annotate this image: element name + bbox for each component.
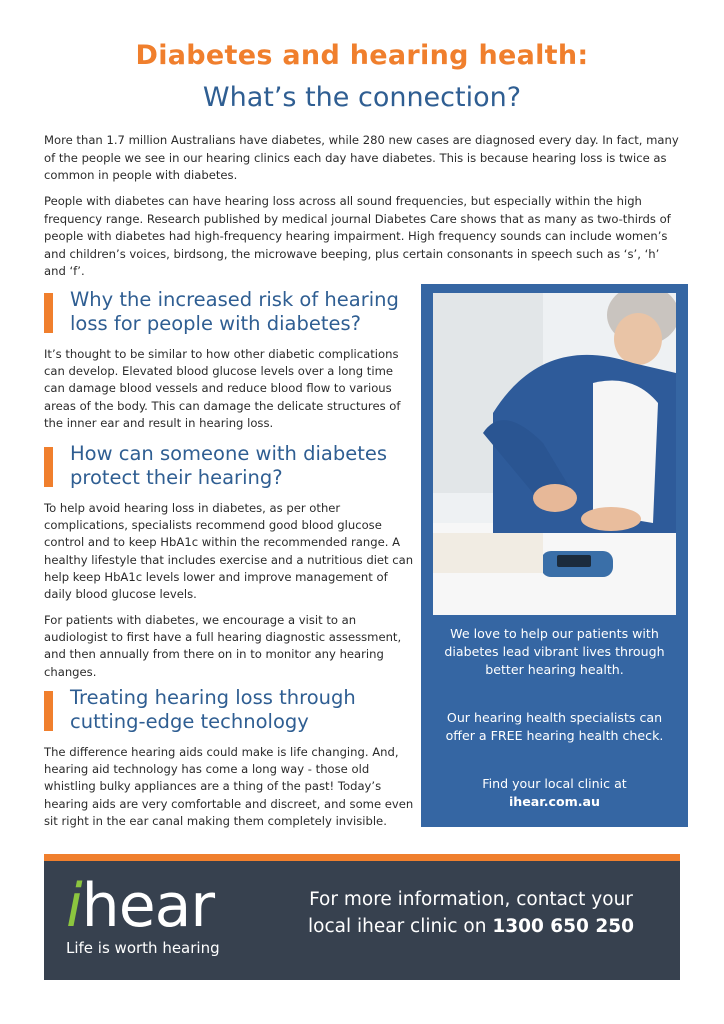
section-heading-protect bbox=[44, 442, 416, 490]
heading-accent-bar bbox=[44, 293, 53, 333]
heading-line-1: How can someone with diabetes bbox=[70, 442, 388, 465]
heading-line-1: Why the increased risk of hearing bbox=[70, 288, 399, 311]
logo-hear: hear bbox=[81, 871, 215, 941]
contact-line-1: For more information, contact your bbox=[309, 889, 633, 910]
section-body-treating: The difference hearing aids could make is life changing. And, hearing aid technology has come a long way - those old whistling bulky appliances are a thing of the past! Today’s hearing aids are very comfortable and discreet, and some even sit right in the ear canal making them completely invisible. bbox=[44, 745, 414, 828]
section-body-protect-2: For patients with diabetes, we encourage a visit to an audiologist to first have a full hearing diagnostic assessment, and then annually from there on in to monitor any hearing changes. bbox=[44, 613, 402, 679]
page-subtitle: What’s the connection? bbox=[202, 82, 522, 113]
logo-i: i bbox=[66, 871, 82, 941]
intro-paragraph-1: More than 1.7 million Australians have diabetes, while 280 new cases are diagnosed every day. In fact, many of the people we see in our hearing clinics each day have diabetes. This is because hearing loss is twice as common in people with diabetes. bbox=[44, 133, 679, 182]
page-title: Diabetes and hearing health: bbox=[135, 40, 589, 71]
heading-line-2: protect their hearing? bbox=[70, 466, 283, 489]
heading-line-1: Treating hearing loss through bbox=[70, 686, 356, 709]
phone-number[interactable]: 1300 650 250 bbox=[492, 916, 634, 937]
sidebar-clinic-finder bbox=[433, 775, 676, 811]
heading-text bbox=[70, 442, 387, 490]
sidebar-message-1: We love to help our patients with diabetes lead vibrant lives through better hearing health. bbox=[444, 626, 665, 677]
heading-accent-bar bbox=[44, 691, 53, 731]
heading-accent-bar bbox=[44, 447, 53, 487]
section-heading-risk bbox=[44, 288, 416, 336]
woman-testing-blood-glucose-photo bbox=[433, 293, 676, 615]
logo-wordmark bbox=[66, 871, 214, 941]
footer-banner bbox=[44, 861, 680, 980]
clinic-finder-text: Find your local clinic at bbox=[482, 776, 627, 791]
contact-info bbox=[276, 886, 666, 940]
heading-line-2: loss for people with diabetes? bbox=[70, 312, 362, 335]
heading-text bbox=[70, 288, 399, 336]
logo-tagline: Life is worth hearing bbox=[66, 939, 220, 957]
contact-line-2: local ihear clinic on bbox=[308, 916, 487, 937]
heading-text bbox=[70, 686, 356, 734]
ihear-logo bbox=[66, 871, 256, 971]
photo-illustration bbox=[433, 293, 676, 615]
intro-paragraph-2: People with diabetes can have hearing loss across all sound frequencies, but especially within the high frequency range. Research published by medical journal Diabetes Care shows that as many as two-thirds of people with diabetes had high-frequency hearing impairment. High frequency sounds can include women’s and children’s voices, birdsong, the microwave beeping, plus certain consonants in speech such as ‘s’, ‘h’ and ‘f’. bbox=[44, 194, 671, 278]
section-heading-treating bbox=[44, 686, 416, 734]
section-body-risk: It’s thought to be similar to how other diabetic complications can develop. Elevated blood glucose levels over a long time can damage blood vessels and reduce blood flow to various areas of the body. This can damage the delicate structures of the inner ear and result in hearing loss. bbox=[44, 347, 401, 430]
section-body-protect-1: To help avoid hearing loss in diabetes, as per other complications, specialists recommend good blood glucose control and to keep HbA1c within the recommended range. A healthy lifestyle that includes exercise and a nutritious diet can help keep HbA1c levels lower and improve management of daily blood glucose levels. bbox=[44, 501, 414, 602]
footer-accent-line bbox=[44, 854, 680, 861]
sidebar-message-2: Our hearing health specialists can offer a FREE hearing health check. bbox=[445, 710, 664, 743]
heading-line-2: cutting-edge technology bbox=[70, 710, 309, 733]
info-sidebar bbox=[421, 284, 688, 827]
website-link[interactable]: ihear.com.au bbox=[508, 794, 600, 809]
